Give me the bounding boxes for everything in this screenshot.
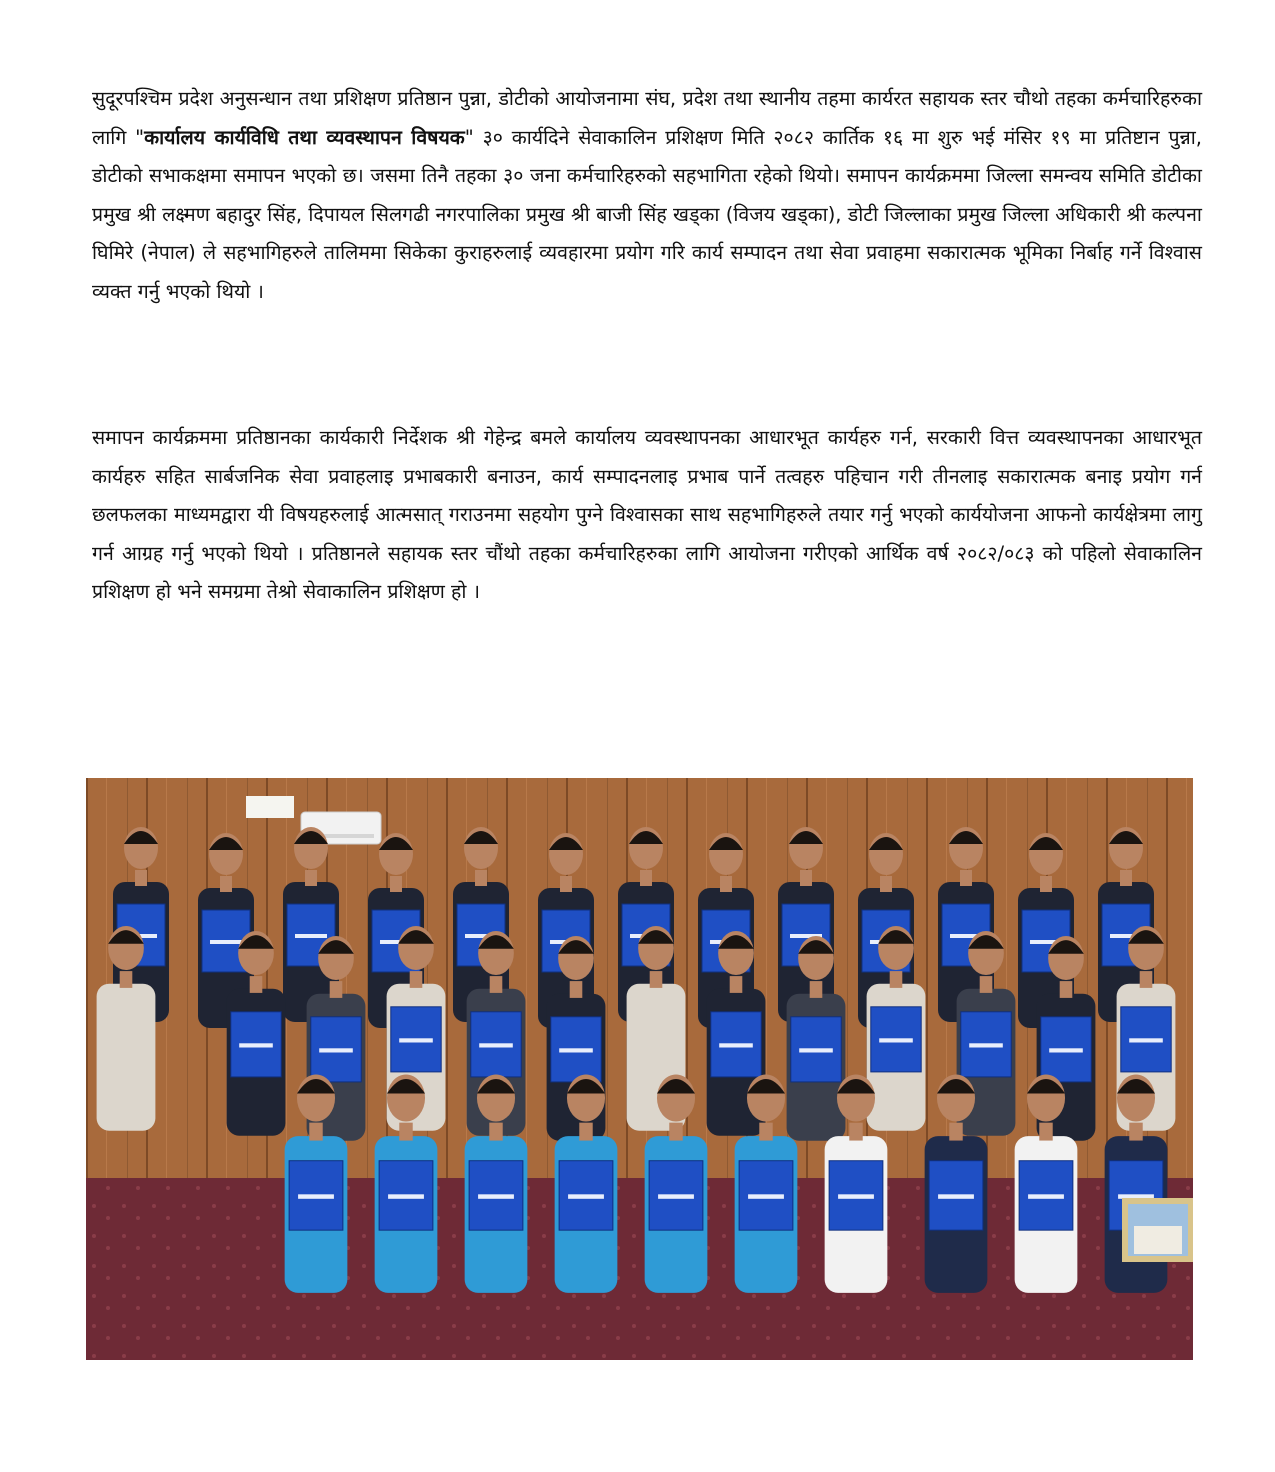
paragraph-1 bbox=[92, 80, 1202, 311]
paragraph-2: समापन कार्यक्रममा प्रतिष्ठानका कार्यकारी निर्देशक श्री गेहेन्द्र बमले कार्यालय व्यवस्थापनका आधारभूत कार्यहरु गर्न, सरकारी वित्त व्यवस्थापनका आधारभूत कार्यहरु सहित सार्बजनिक सेवा प्रवाहलाइ प्रभाबकारी बनाउन, कार्य सम्पादनलाइ प्रभाब पार्ने तत्वहरु पहिचान गरी तीनलाइ सकारात्मक बनाइ प्रयोग गर्न छलफलका माध्यमद्वारा यी विषयहरुलाई आत्मसात् गराउनमा सहयोग पुग्ने विश्वासका साथ सहभागिहरुले तयार गर्नु भएको कार्ययोजना आफनो कार्यक्षेत्रमा लागु गर्न आग्रह गर्नु भएको थियो । प्रतिष्ठानले सहायक स्तर चौंथो तहका कर्मचारिहरुका लागि आयोजना गरीएको आर्थिक वर्ष २०८२/०८३ को पहिलो सेवाकालिन प्रशिक्षण हो भने समग्रमा तेश्रो सेवाकालिन प्रशिक्षण हो । bbox=[92, 426, 1202, 603]
framed-picture bbox=[1122, 1198, 1193, 1262]
paragraph-1-text-after: " ३० कार्यदिने सेवाकालिन प्रशिक्षण मिति २०८२ कार्तिक १६ मा शुरु भई मंसिर १९ मा प्रतिष्टान पुन्ना, डोटीको सभाकक्षमा समापन भएको छ। जसमा तिनै तहका ३० जना कर्मचारिहरुको सहभागिता रहेको थियो। समापन कार्यक्रममा जिल्ला समन्वय समिति डोटीका प्रमुख श्री लक्ष्मण बहादुर सिंह, दिपायल सिलगढी नगरपालिका प्रमुख श्री बाजी सिंह खड्का (विजय खड्का), डोटी जिल्लाका प्रमुख जिल्ला अधिकारी श्री कल्पना घिमिरे (नेपाल) ले सहभागिहरुले तालिममा सिकेका कुराहरुलाई व्यवहारमा प्रयोग गरि कार्य सम्पादन तथा सेवा प्रवाहमा सकारात्मक भूमिका निर्बाह गर्ने विश्वास व्यक्त गर्नु भएको थियो । bbox=[92, 125, 1202, 303]
wall-poster bbox=[246, 796, 294, 818]
training-title-bold: कार्यालय कार्यविधि तथा व्यवस्थापन विषयक bbox=[144, 125, 465, 149]
group-photo bbox=[86, 778, 1193, 1360]
group-photo-illustration bbox=[86, 778, 1193, 1360]
paragraph-1-text-before: सुदूरपश्चिम प्रदेश अनुसन्धान तथा प्रशिक्षण प्रतिष्ठान पुन्ना, डोटीको आयोजनामा संघ, प्रदेश तथा स्थानीय तहमा कार्यरत सहायक स्तर चौथो तहका कर्मचारिहरुका लागि " bbox=[92, 87, 1202, 149]
